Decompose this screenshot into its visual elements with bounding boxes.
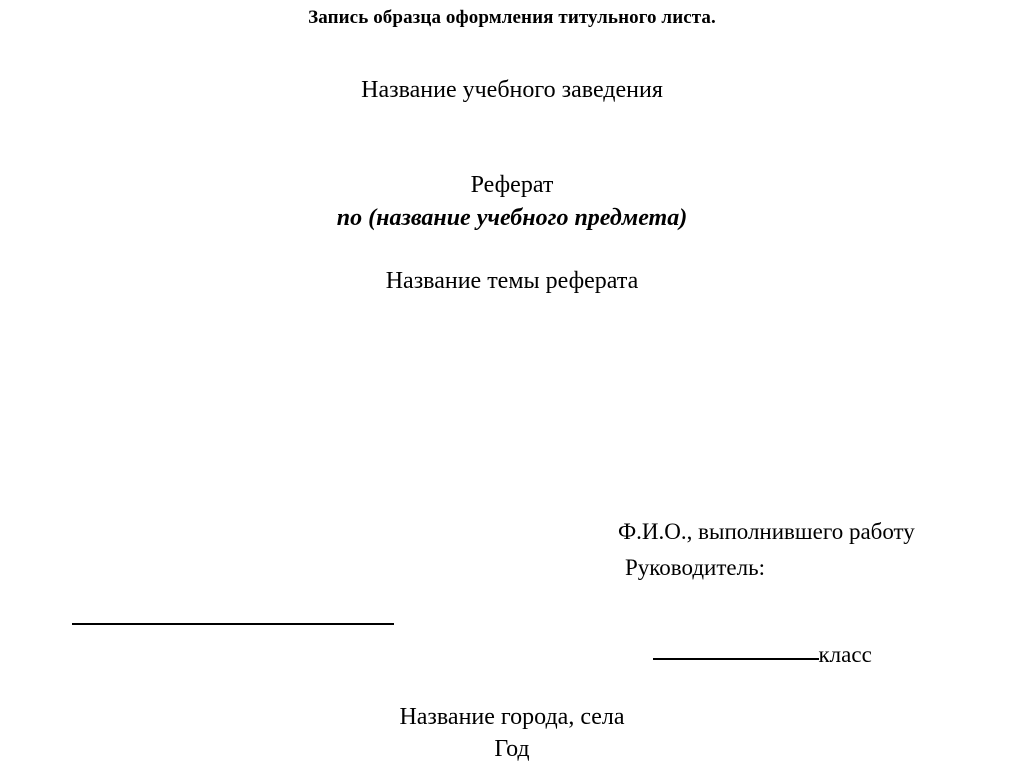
report-theme-line: Название темы реферата (385, 268, 639, 294)
year-line: Год (494, 736, 530, 762)
supervisor-label: Руководитель: (625, 555, 765, 580)
class-label: класс (818, 642, 872, 667)
author-name-label: Ф.И.О., выполнившего работу (618, 519, 915, 544)
institution-name-line: Название учебного заведения (361, 77, 663, 103)
page-title: Запись образца оформления титульного листа. (308, 7, 716, 28)
city-name-line: Название города, села (399, 704, 625, 730)
class-line (618, 610, 948, 700)
work-subject-line: по (название учебного предмета) (336, 205, 688, 231)
class-blank-rule (653, 658, 819, 660)
signature-blank-rule (72, 623, 394, 625)
work-type-line: Реферат (470, 172, 554, 198)
